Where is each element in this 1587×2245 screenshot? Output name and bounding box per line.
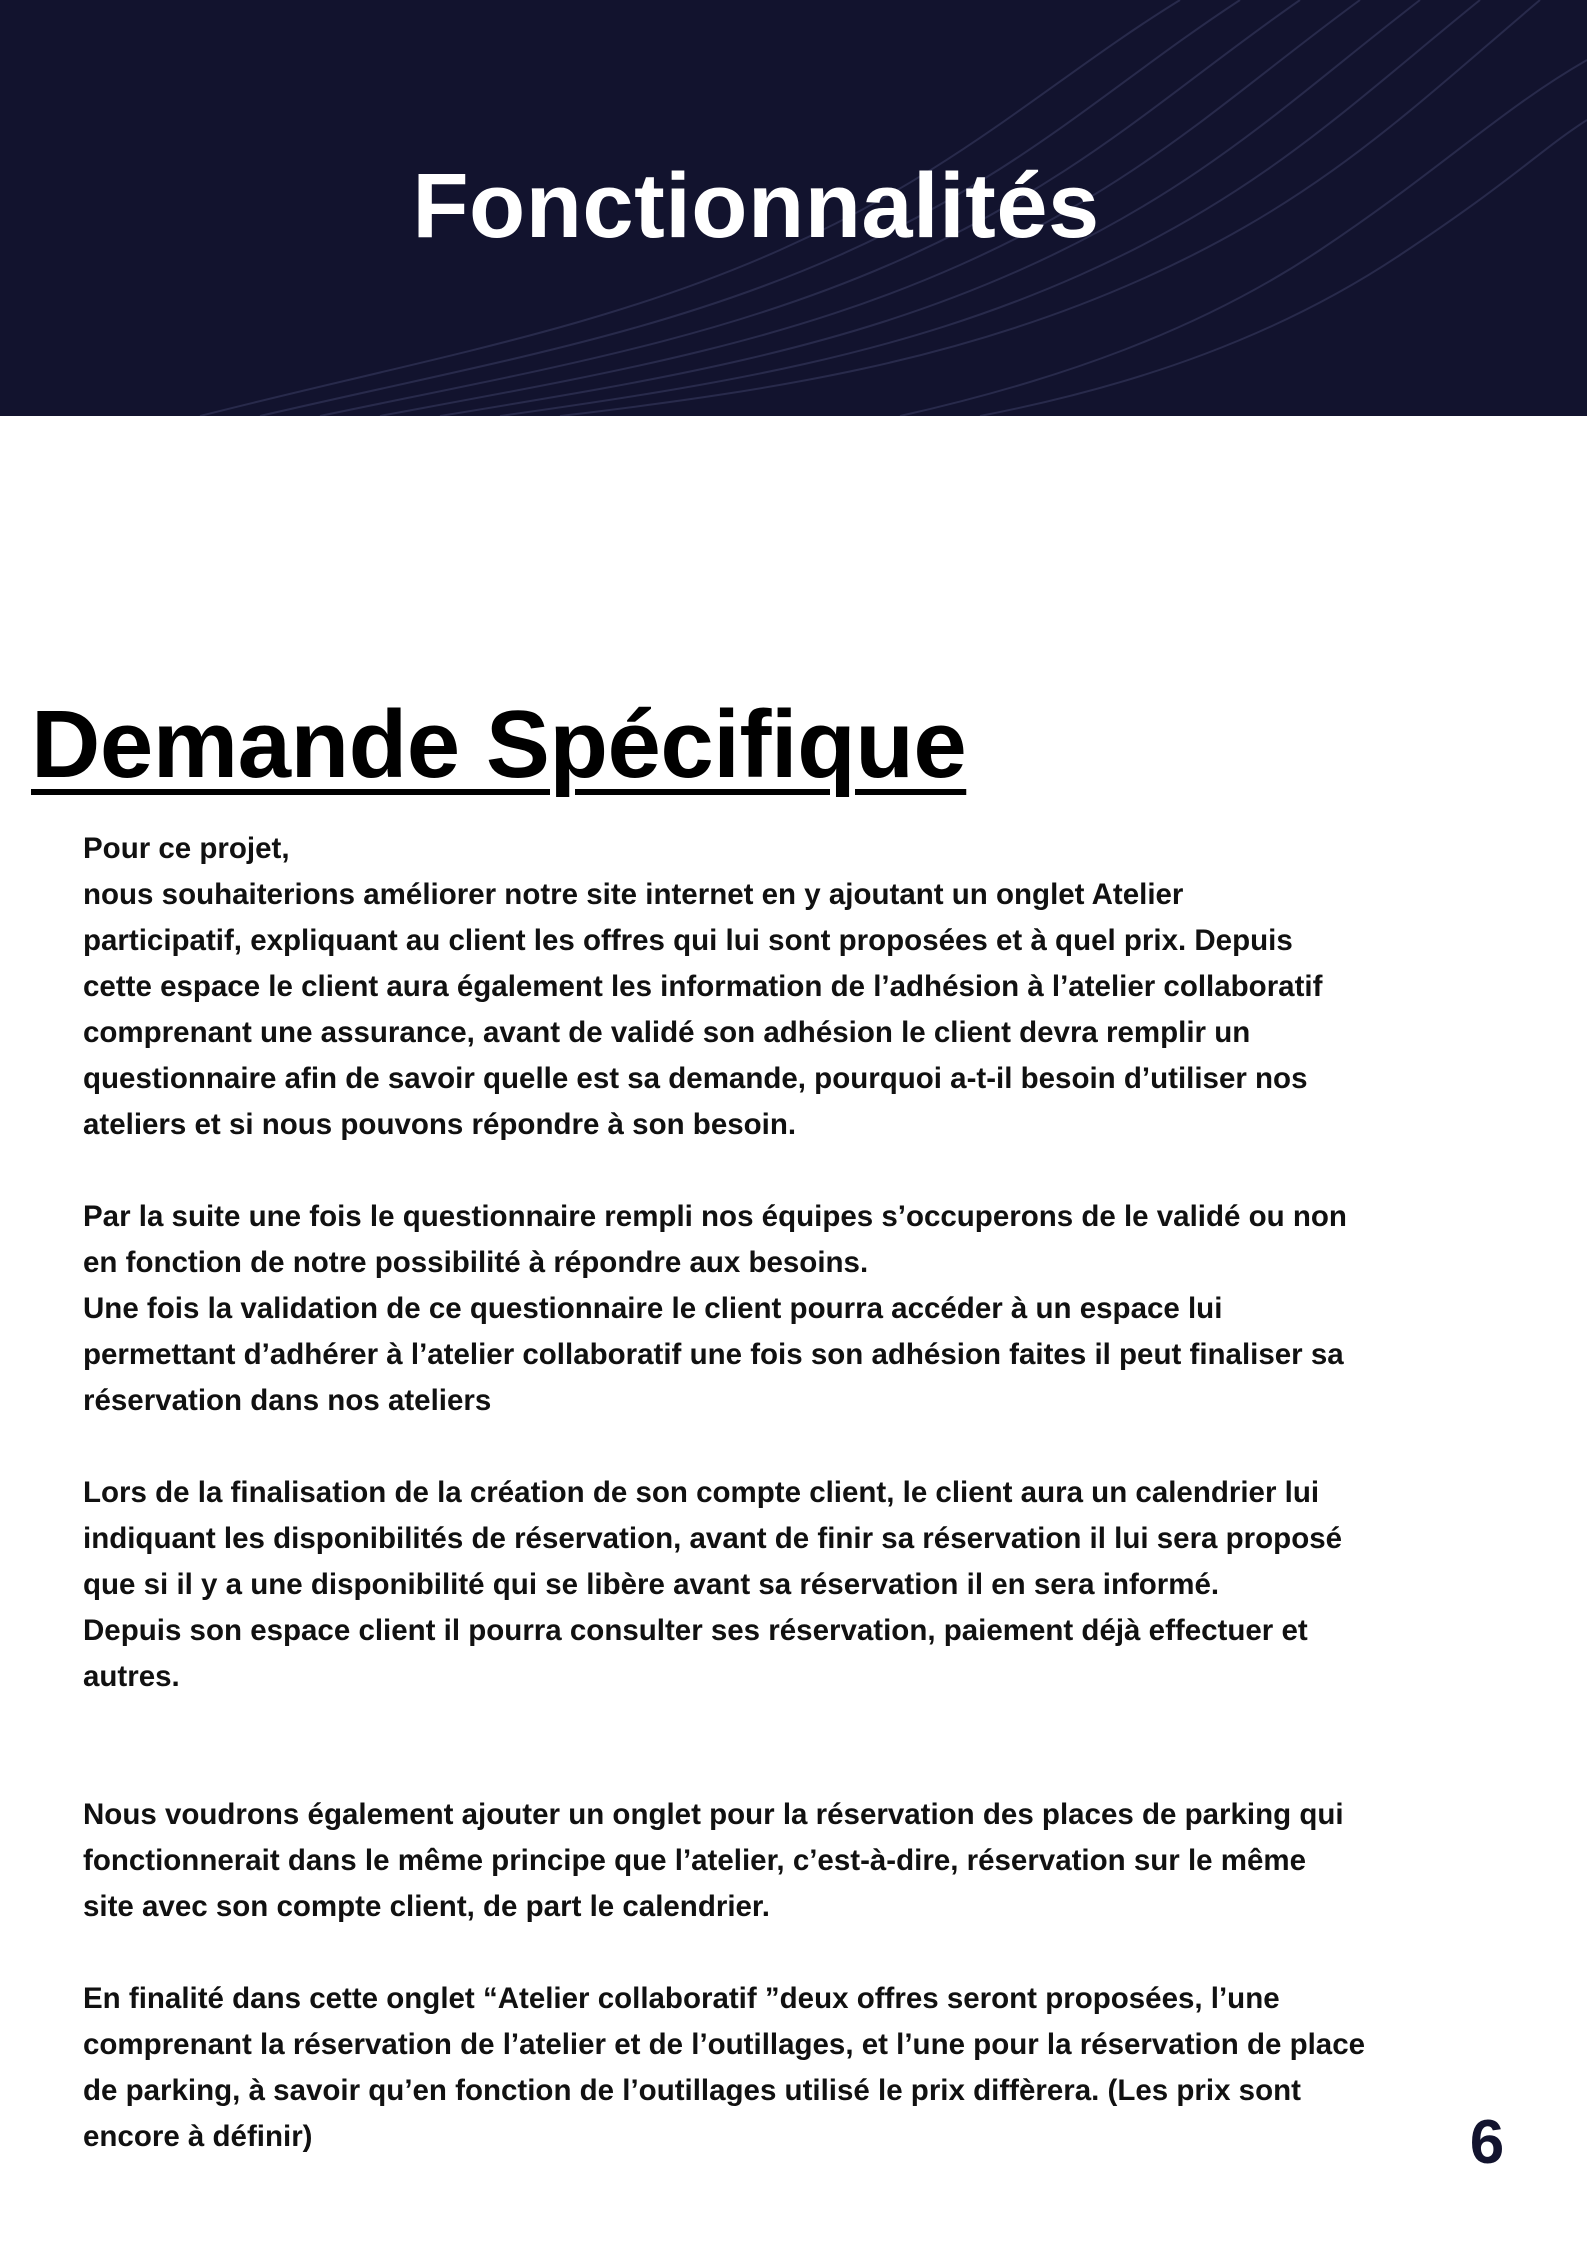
paragraph-intro: Pour ce projet, nous souhaiterions améliorer notre site internet en y ajoutant un onglet Atelier participatif, expliquant au client les offres qui lui sont proposées et à quel prix. Depuis cette espace le client aura également les information de l’adhésion à l’atelier collaboratif comprenant une assurance, avant de validé son adhésion le client devra remplir un questionnaire afin de savoir quelle est sa demande, pourquoi a-t-il besoin d’utiliser nos ateliers et si nous pouvons répondre à son besoin. (83, 832, 1323, 1141)
paragraph-offers: En finalité dans cette onglet “Atelier collaboratif ”deux offres seront proposées, l’une comprenant la réservation de l’atelier et de l’outillages, et l’une pour la réservation de place de parking, à savoir qu’en fonction de l’outillages utilisé le prix diffèrera. (Les prix sont encore à définir) (83, 1982, 1366, 2153)
page-number: 6 (1469, 2108, 1505, 2177)
page-title: Fonctionnalités (412, 155, 1100, 257)
paragraph-validation: Par la suite une fois le questionnaire rempli nos équipes s’occuperons de le validé ou non en fonction de notre possibilité à répondre aux besoins. Une fois la validation de ce questionnaire le client pourra accéder à un espace lui permettant d’adhérer à l’atelier collaboratif une fois son adhésion faites il peut finaliser sa réservation dans nos ateliers (83, 1200, 1347, 1417)
header-banner (0, 0, 1587, 416)
paragraph-calendar: Lors de la finalisation de la création de son compte client, le client aura un calendrier lui indiquant les disponibilités de réservation, avant de finir sa réservation il lui sera proposé que si il y a une disponibilité qui se libère avant sa réservation il en sera informé. Depuis son espace client il pourra consulter ses réservation, paiement déjà effectuer et autres. (83, 1476, 1343, 1693)
section-heading: Demande Spécifique (31, 691, 967, 798)
paragraph-parking: Nous voudrons également ajouter un onglet pour la réservation des places de parking qui fonctionnerait dans le même principe que l’atelier, c’est-à-dire, réservation sur le même site avec son compte client, de part le calendrier. (83, 1798, 1344, 1923)
body-text (83, 826, 1463, 2160)
